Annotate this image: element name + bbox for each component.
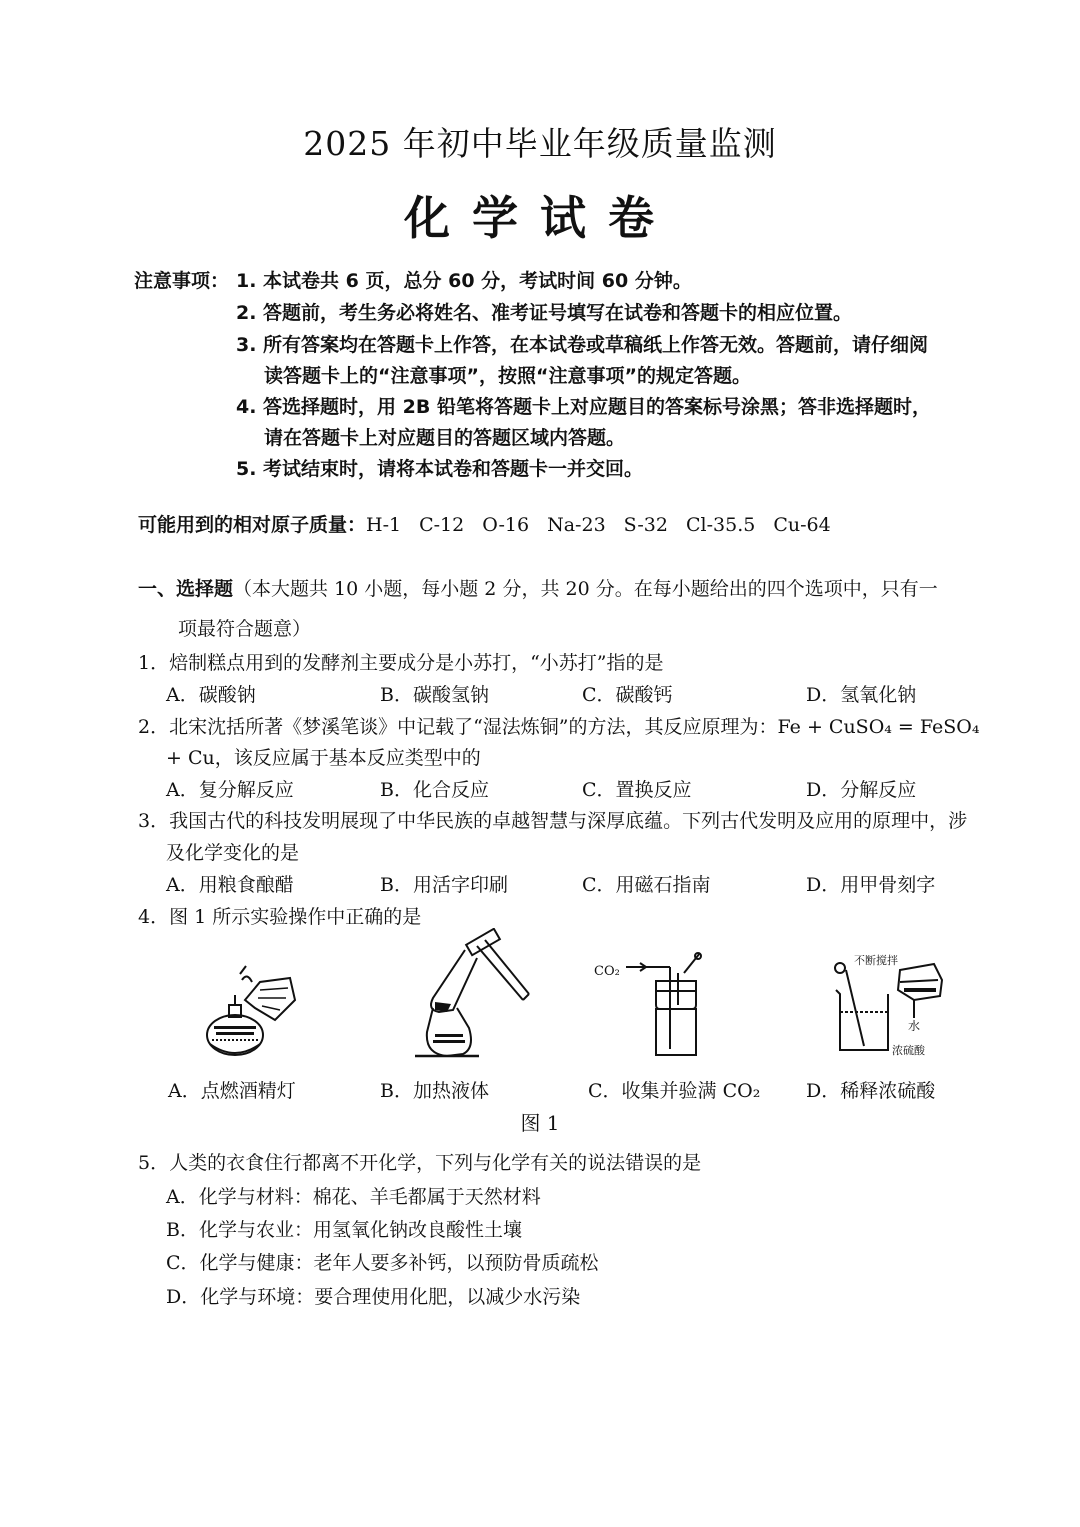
figure-1c-collect-co2-drawing [590, 945, 720, 1063]
question-4-stem: 4．图 1 所示实验操作中正确的是 [138, 906, 422, 928]
atomic-mass-line [138, 510, 831, 537]
section-desc-2: 项最符合题意） [178, 618, 312, 640]
atomic-mass-o: O-16 [482, 514, 530, 536]
exam-title: 2025 年初中毕业年级质量监测 [303, 124, 777, 163]
question-1-stem: 1．焙制糕点用到的发酵剂主要成分是小苏打，“小苏打”指的是 [138, 652, 664, 674]
question-4-option-b: B．加热液体 [380, 1080, 489, 1102]
section-heading-line [138, 574, 938, 601]
question-2-stem-cont: + Cu，该反应属于基本反应类型中的 [166, 747, 481, 769]
notice-item-4: 4. 答选择题时，用 2B 铅笔将答题卡上对应题目的答案标号涂黑；答非选择题时， [236, 396, 931, 418]
question-5-stem: 5．人类的衣食住行都离不开化学，下列与化学有关的说法错误的是 [138, 1152, 702, 1174]
question-3-option-b: B．用活字印刷 [380, 874, 508, 896]
question-3-stem: 3．我国古代的科技发明展现了中华民族的卓越智慧与深厚底蕴。下列古代发明及应用的原理中，涉 [138, 810, 968, 832]
stir-label: 不断搅拌 [854, 954, 898, 967]
question-3-option-c: C．用磁石指南 [582, 874, 711, 896]
question-4-option-c: C．收集并验满 CO₂ [588, 1080, 761, 1102]
notice-item-3-cont: 读答题卡上的“注意事项”，按照“注意事项”的规定答题。 [264, 365, 751, 387]
figure-1b-heating-liquid-drawing [405, 928, 535, 1068]
question-2-option-c: C．置换反应 [582, 779, 692, 801]
notice-item-2: 2. 答题前，考生务必将姓名、准考证号填写在试卷和答题卡的相应位置。 [236, 302, 853, 324]
acid-label: 浓硫酸 [892, 1044, 925, 1057]
atomic-mass-label: 可能用到的相对原子质量： [138, 514, 367, 536]
question-5-option-d: D．化学与环境：要合理使用化肥，以减少水污染 [166, 1286, 581, 1308]
notice-item-5: 5. 考试结束时，请将本试卷和答题卡一并交回。 [236, 458, 644, 480]
question-1-option-b: B．碳酸氢钠 [380, 684, 489, 706]
question-2-option-d: D．分解反应 [806, 779, 917, 801]
question-5-option-a: A．化学与材料：棉花、羊毛都属于天然材料 [166, 1186, 541, 1208]
notice-item-1: 1. 本试卷共 6 页，总分 60 分，考试时间 60 分钟。 [236, 270, 692, 292]
water-label: 水 [908, 1019, 921, 1033]
co2-label: CO₂ [594, 964, 620, 979]
question-2-option-b: B．化合反应 [380, 779, 489, 801]
question-1-option-d: D．氢氧化钠 [806, 684, 917, 706]
question-2-option-a: A．复分解反应 [166, 779, 294, 801]
question-1-option-a: A．碳酸钠 [166, 684, 256, 706]
figure-1a-alcohol-lamp-drawing [200, 960, 310, 1065]
subject-title: 化学试卷 [404, 191, 676, 245]
notice-item-4-cont: 请在答题卡上对应题目的答题区域内答题。 [264, 427, 626, 449]
atomic-mass-cu: Cu-64 [773, 514, 831, 536]
atomic-mass-s: S-32 [623, 514, 668, 536]
question-2-stem: 2．北宋沈括所著《梦溪笔谈》中记载了“湿法炼铜”的方法，其反应原理为：Fe + CuSO₄ = FeSO₄ [138, 716, 980, 738]
question-3-option-d: D．用甲骨刻字 [806, 874, 936, 896]
question-5-option-c: C．化学与健康：老年人要多补钙，以预防骨质疏松 [166, 1252, 599, 1274]
atomic-mass-h: H-1 [366, 514, 402, 536]
atomic-mass-cl: Cl-35.5 [685, 514, 756, 536]
notice-item-3: 3. 所有答案均在答题卡上作答，在本试卷或草稿纸上作答无效。答题前，请仔细阅 [236, 334, 929, 356]
atomic-mass-na: Na-23 [547, 514, 606, 536]
section-heading: 一、选择题 [138, 578, 234, 600]
question-3-option-a: A．用粮食酿醋 [166, 874, 294, 896]
figure-1-caption: 图 1 [520, 1111, 560, 1135]
question-4-option-d: D．稀释浓硫酸 [806, 1080, 936, 1102]
question-1-option-c: C．碳酸钙 [582, 684, 673, 706]
section-desc-1: （本大题共 10 小题，每小题 2 分，共 20 分。在每小题给出的四个选项中，只有一 [233, 578, 938, 600]
question-3-stem-cont: 及化学变化的是 [166, 842, 300, 864]
figure-1d-dilute-acid-drawing [828, 950, 958, 1060]
question-5-option-b: B．化学与农业：用氢氧化钠改良酸性土壤 [166, 1219, 522, 1241]
notice-label: 注意事项： [134, 270, 230, 292]
atomic-mass-c: C-12 [419, 514, 465, 536]
question-4-option-a: A．点燃酒精灯 [168, 1080, 296, 1102]
